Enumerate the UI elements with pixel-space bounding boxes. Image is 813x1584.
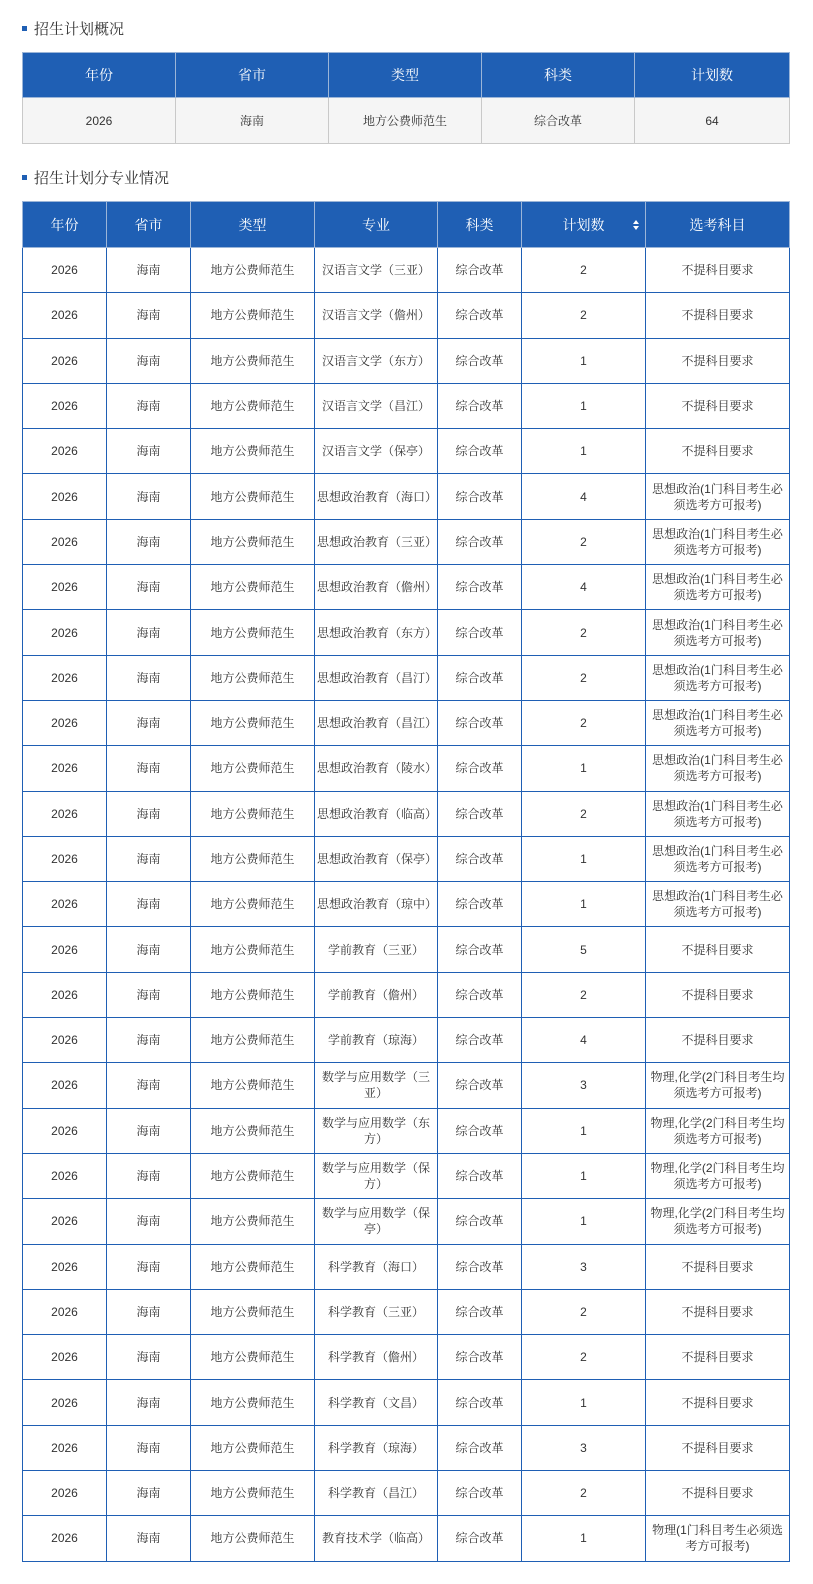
cell-type: 地方公费师范生 [191,791,315,836]
cell-major: 思想政治教育（海口） [315,474,438,519]
cell-plan-count: 4 [522,1018,646,1063]
cell-category: 综合改革 [438,293,522,338]
cell-category: 综合改革 [438,248,522,293]
cell-plan-count: 2 [522,1289,646,1334]
cell-year: 2026 [23,293,107,338]
table-row [23,1425,790,1470]
cell-subjects: 不提科目要求 [646,429,790,474]
table-row [23,1063,790,1108]
cell-type: 地方公费师范生 [191,248,315,293]
cell-plan-count: 64 [635,98,790,144]
cell-category: 综合改革 [438,700,522,745]
cell-major: 数学与应用数学（东方） [315,1108,438,1153]
summary-table [22,52,790,144]
cell-plan-count: 1 [522,1199,646,1244]
cell-province: 海南 [107,383,191,428]
cell-plan-count: 1 [522,429,646,474]
cell-year: 2026 [23,429,107,474]
cell-province: 海南 [107,248,191,293]
cell-type: 地方公费师范生 [191,383,315,428]
cell-province: 海南 [107,610,191,655]
cell-major: 汉语言文学（三亚） [315,248,438,293]
cell-plan-count: 2 [522,1471,646,1516]
cell-subjects: 不提科目要求 [646,972,790,1017]
cell-plan-count: 3 [522,1063,646,1108]
cell-major: 学前教育（儋州） [315,972,438,1017]
cell-year: 2026 [23,655,107,700]
cell-province: 海南 [107,1199,191,1244]
cell-type: 地方公费师范生 [191,1380,315,1425]
cell-subjects: 思想政治(1门科目考生必须选考方可报考) [646,519,790,564]
detail-header-type: 类型 [191,202,315,248]
cell-category: 综合改革 [438,1018,522,1063]
summary-header-type: 类型 [329,53,482,98]
cell-year: 2026 [23,791,107,836]
cell-major: 思想政治教育（三亚） [315,519,438,564]
table-row [23,1018,790,1063]
cell-plan-count: 3 [522,1425,646,1470]
cell-subjects: 思想政治(1门科目考生必须选考方可报考) [646,610,790,655]
cell-major: 思想政治教育（保亭） [315,836,438,881]
cell-subjects: 思想政治(1门科目考生必须选考方可报考) [646,700,790,745]
cell-year: 2026 [23,1063,107,1108]
cell-subjects: 不提科目要求 [646,338,790,383]
table-row [23,882,790,927]
cell-year: 2026 [23,1471,107,1516]
cell-major: 学前教育（三亚） [315,927,438,972]
summary-header-province: 省市 [176,53,329,98]
cell-type: 地方公费师范生 [329,98,482,144]
cell-province: 海南 [107,1063,191,1108]
detail-header-province: 省市 [107,202,191,248]
detail-header-plan-count[interactable] [522,202,646,248]
sort-icon[interactable] [633,220,639,230]
cell-category: 综合改革 [438,610,522,655]
cell-year: 2026 [23,836,107,881]
cell-year: 2026 [23,746,107,791]
table-row [23,565,790,610]
cell-subjects: 不提科目要求 [646,1471,790,1516]
cell-category: 综合改革 [438,383,522,428]
cell-province: 海南 [107,1516,191,1561]
cell-subjects: 物理,化学(2门科目考生均须选考方可报考) [646,1063,790,1108]
cell-category: 综合改革 [482,98,635,144]
cell-year: 2026 [23,972,107,1017]
cell-year: 2026 [23,1425,107,1470]
cell-subjects: 不提科目要求 [646,927,790,972]
cell-type: 地方公费师范生 [191,293,315,338]
cell-major: 汉语言文学（昌江） [315,383,438,428]
cell-year: 2026 [23,1108,107,1153]
cell-category: 综合改革 [438,519,522,564]
table-row [23,1199,790,1244]
cell-category: 综合改革 [438,1244,522,1289]
detail-header-major: 专业 [315,202,438,248]
detail-header-subjects: 选考科目 [646,202,790,248]
cell-category: 综合改革 [438,882,522,927]
table-row [23,746,790,791]
cell-province: 海南 [176,98,329,144]
cell-major: 科学教育（海口） [315,1244,438,1289]
cell-major: 教育技术学（临高） [315,1516,438,1561]
cell-plan-count: 1 [522,836,646,881]
section-title-summary-label: 招生计划概况 [34,20,125,38]
cell-major: 汉语言文学（儋州） [315,293,438,338]
table-row [23,1153,790,1198]
cell-plan-count: 1 [522,1380,646,1425]
cell-province: 海南 [107,1108,191,1153]
cell-plan-count: 4 [522,474,646,519]
cell-province: 海南 [107,1018,191,1063]
cell-subjects: 物理(1门科目考生必须选考方可报考) [646,1516,790,1561]
cell-category: 综合改革 [438,655,522,700]
cell-year: 2026 [23,565,107,610]
cell-province: 海南 [107,565,191,610]
cell-province: 海南 [107,882,191,927]
table-row [23,98,790,144]
cell-type: 地方公费师范生 [191,972,315,1017]
cell-year: 2026 [23,1335,107,1380]
cell-type: 地方公费师范生 [191,1199,315,1244]
table-row [23,1335,790,1380]
cell-major: 数学与应用数学（保亭） [315,1199,438,1244]
cell-year: 2026 [23,98,176,144]
cell-year: 2026 [23,248,107,293]
cell-category: 综合改革 [438,1380,522,1425]
cell-province: 海南 [107,474,191,519]
cell-category: 综合改革 [438,1199,522,1244]
cell-type: 地方公费师范生 [191,1516,315,1561]
cell-category: 综合改革 [438,1289,522,1334]
cell-type: 地方公费师范生 [191,1108,315,1153]
cell-province: 海南 [107,1244,191,1289]
cell-year: 2026 [23,474,107,519]
table-row [23,1244,790,1289]
cell-province: 海南 [107,293,191,338]
cell-plan-count: 1 [522,1516,646,1561]
table-row [23,610,790,655]
cell-subjects: 思想政治(1门科目考生必须选考方可报考) [646,474,790,519]
cell-major: 思想政治教育（临高） [315,791,438,836]
summary-header-year: 年份 [23,53,176,98]
cell-category: 综合改革 [438,927,522,972]
cell-year: 2026 [23,882,107,927]
table-row [23,338,790,383]
cell-year: 2026 [23,927,107,972]
cell-type: 地方公费师范生 [191,1471,315,1516]
cell-province: 海南 [107,746,191,791]
table-row [23,1108,790,1153]
summary-header-plan-count: 计划数 [635,53,790,98]
cell-year: 2026 [23,1289,107,1334]
cell-category: 综合改革 [438,1335,522,1380]
cell-year: 2026 [23,1380,107,1425]
cell-subjects: 思想政治(1门科目考生必须选考方可报考) [646,882,790,927]
table-row [23,474,790,519]
cell-type: 地方公费师范生 [191,519,315,564]
table-row [23,1516,790,1561]
cell-plan-count: 2 [522,1335,646,1380]
cell-type: 地方公费师范生 [191,700,315,745]
cell-type: 地方公费师范生 [191,1244,315,1289]
cell-year: 2026 [23,1516,107,1561]
table-row [23,927,790,972]
cell-major: 思想政治教育（昌汀） [315,655,438,700]
cell-province: 海南 [107,1380,191,1425]
cell-category: 综合改革 [438,1516,522,1561]
cell-major: 学前教育（琼海） [315,1018,438,1063]
cell-province: 海南 [107,1425,191,1470]
cell-type: 地方公费师范生 [191,1018,315,1063]
table-row [23,293,790,338]
cell-major: 科学教育（文昌） [315,1380,438,1425]
cell-plan-count: 1 [522,882,646,927]
cell-subjects: 不提科目要求 [646,1244,790,1289]
cell-province: 海南 [107,519,191,564]
table-row [23,791,790,836]
cell-category: 综合改革 [438,746,522,791]
cell-major: 思想政治教育（昌江） [315,700,438,745]
cell-major: 数学与应用数学（保方） [315,1153,438,1198]
cell-type: 地方公费师范生 [191,655,315,700]
cell-province: 海南 [107,927,191,972]
cell-type: 地方公费师范生 [191,474,315,519]
cell-province: 海南 [107,1471,191,1516]
cell-category: 综合改革 [438,1153,522,1198]
cell-type: 地方公费师范生 [191,565,315,610]
cell-plan-count: 4 [522,565,646,610]
detail-table [22,201,790,1562]
table-row [23,972,790,1017]
cell-category: 综合改革 [438,1063,522,1108]
cell-subjects: 思想政治(1门科目考生必须选考方可报考) [646,655,790,700]
cell-subjects: 物理,化学(2门科目考生均须选考方可报考) [646,1153,790,1198]
cell-province: 海南 [107,338,191,383]
cell-plan-count: 2 [522,791,646,836]
cell-plan-count: 3 [522,1244,646,1289]
cell-plan-count: 2 [522,519,646,564]
cell-plan-count: 1 [522,338,646,383]
cell-category: 综合改革 [438,791,522,836]
cell-province: 海南 [107,429,191,474]
table-row [23,519,790,564]
cell-major: 科学教育（儋州） [315,1335,438,1380]
cell-subjects: 思想政治(1门科目考生必须选考方可报考) [646,565,790,610]
detail-header-row [23,202,790,248]
cell-major: 数学与应用数学（三亚） [315,1063,438,1108]
cell-category: 综合改革 [438,429,522,474]
cell-plan-count: 2 [522,700,646,745]
cell-category: 综合改革 [438,565,522,610]
detail-table-body [23,248,790,1562]
detail-header-category: 科类 [438,202,522,248]
bullet-icon [22,26,27,31]
cell-category: 综合改革 [438,972,522,1017]
cell-year: 2026 [23,1244,107,1289]
cell-category: 综合改革 [438,1471,522,1516]
cell-subjects: 不提科目要求 [646,1018,790,1063]
cell-year: 2026 [23,338,107,383]
table-row [23,836,790,881]
bullet-icon [22,175,27,180]
cell-category: 综合改革 [438,474,522,519]
cell-type: 地方公费师范生 [191,1335,315,1380]
table-row [23,1471,790,1516]
cell-subjects: 思想政治(1门科目考生必须选考方可报考) [646,836,790,881]
cell-major: 科学教育（昌江） [315,1471,438,1516]
cell-category: 综合改革 [438,338,522,383]
cell-subjects: 不提科目要求 [646,293,790,338]
cell-plan-count: 2 [522,655,646,700]
cell-province: 海南 [107,972,191,1017]
cell-plan-count: 5 [522,927,646,972]
cell-plan-count: 2 [522,293,646,338]
cell-year: 2026 [23,1199,107,1244]
cell-plan-count: 1 [522,1153,646,1198]
table-row [23,1380,790,1425]
cell-subjects: 不提科目要求 [646,1335,790,1380]
cell-major: 汉语言文学（东方） [315,338,438,383]
cell-type: 地方公费师范生 [191,1153,315,1198]
section-title-summary [22,17,124,39]
cell-type: 地方公费师范生 [191,927,315,972]
table-row [23,1289,790,1334]
table-row [23,429,790,474]
cell-major: 思想政治教育（儋州） [315,565,438,610]
cell-year: 2026 [23,519,107,564]
cell-subjects: 思想政治(1门科目考生必须选考方可报考) [646,746,790,791]
summary-header-row [23,53,790,98]
cell-subjects: 不提科目要求 [646,1289,790,1334]
cell-type: 地方公费师范生 [191,882,315,927]
cell-type: 地方公费师范生 [191,429,315,474]
cell-plan-count: 1 [522,746,646,791]
cell-type: 地方公费师范生 [191,610,315,655]
cell-plan-count: 1 [522,383,646,428]
detail-header-plan-count-label: 计划数 [562,216,605,233]
cell-province: 海南 [107,836,191,881]
table-row [23,383,790,428]
table-row [23,248,790,293]
table-row [23,655,790,700]
cell-province: 海南 [107,791,191,836]
cell-major: 思想政治教育（琼中） [315,882,438,927]
cell-subjects: 物理,化学(2门科目考生均须选考方可报考) [646,1108,790,1153]
cell-province: 海南 [107,655,191,700]
cell-province: 海南 [107,1289,191,1334]
cell-subjects: 不提科目要求 [646,1425,790,1470]
summary-header-category: 科类 [482,53,635,98]
section-title-detail-label: 招生计划分专业情况 [34,169,170,187]
cell-type: 地方公费师范生 [191,1289,315,1334]
cell-subjects: 物理,化学(2门科目考生均须选考方可报考) [646,1199,790,1244]
detail-header-year: 年份 [23,202,107,248]
cell-year: 2026 [23,1018,107,1063]
cell-subjects: 不提科目要求 [646,383,790,428]
cell-plan-count: 1 [522,1108,646,1153]
cell-subjects: 思想政治(1门科目考生必须选考方可报考) [646,791,790,836]
cell-major: 汉语言文学（保亭） [315,429,438,474]
cell-plan-count: 2 [522,972,646,1017]
cell-major: 科学教育（琼海） [315,1425,438,1470]
cell-category: 综合改革 [438,1425,522,1470]
cell-year: 2026 [23,383,107,428]
cell-province: 海南 [107,1335,191,1380]
cell-subjects: 不提科目要求 [646,1380,790,1425]
cell-year: 2026 [23,1153,107,1198]
cell-year: 2026 [23,700,107,745]
cell-type: 地方公费师范生 [191,836,315,881]
table-row [23,700,790,745]
cell-type: 地方公费师范生 [191,746,315,791]
cell-type: 地方公费师范生 [191,338,315,383]
cell-subjects: 不提科目要求 [646,248,790,293]
cell-category: 综合改革 [438,1108,522,1153]
cell-major: 思想政治教育（东方） [315,610,438,655]
cell-category: 综合改革 [438,836,522,881]
section-title-detail [22,166,169,188]
cell-major: 科学教育（三亚） [315,1289,438,1334]
cell-major: 思想政治教育（陵水） [315,746,438,791]
cell-plan-count: 2 [522,610,646,655]
cell-year: 2026 [23,610,107,655]
cell-type: 地方公费师范生 [191,1425,315,1470]
cell-plan-count: 2 [522,248,646,293]
cell-type: 地方公费师范生 [191,1063,315,1108]
cell-province: 海南 [107,1153,191,1198]
cell-province: 海南 [107,700,191,745]
